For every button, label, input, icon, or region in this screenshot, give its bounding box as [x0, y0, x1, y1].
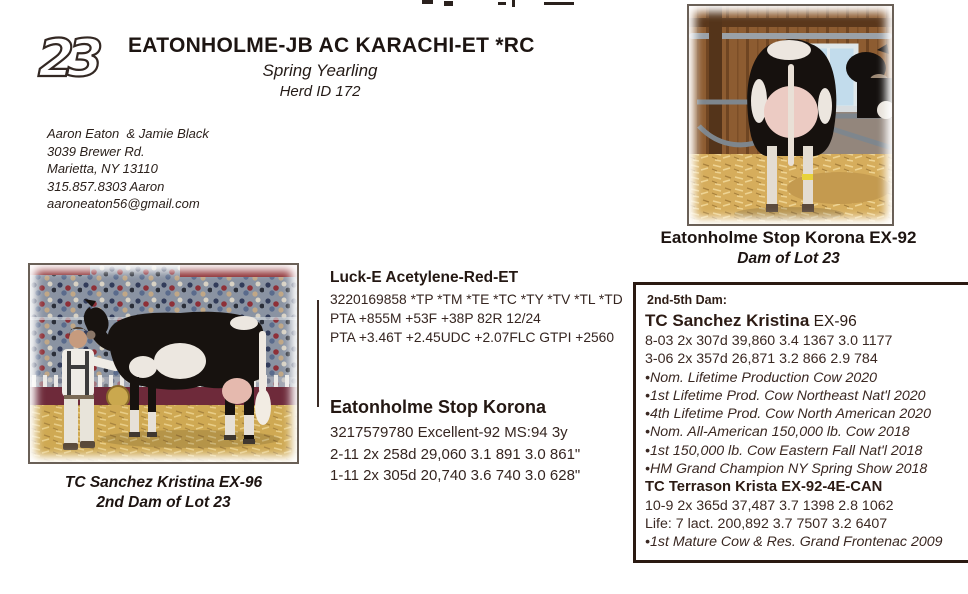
dam-photo-caption: [597, 228, 968, 268]
consignor-block: [47, 125, 209, 213]
sire-block: [330, 269, 630, 347]
consignor-city: Marietta, NY 13110: [47, 161, 158, 176]
dam-name: Eatonholme Stop Korona: [330, 397, 546, 417]
lot-number: [34, 28, 134, 93]
second-dam-photo: [28, 263, 299, 464]
maternal-record-line: Life: 7 lact. 200,892 3.7 7507 3.2 6407: [645, 516, 888, 533]
consignor-street: 3039 Brewer Rd.: [47, 143, 145, 159]
maternal-entry-1: [645, 311, 961, 478]
maternal-entry-2: [645, 478, 961, 551]
second-dam-photo-illustration: [30, 265, 297, 462]
maternal-award-line: •1st 150,000 lb. Cow Eastern Fall Nat'l 2018: [645, 442, 923, 459]
dam-record-2: 1-11 2x 305d 20,740 3.6 740 3.0 628": [330, 467, 581, 484]
maternal-award-line: •Nom. Lifetime Production Cow 2020: [645, 369, 878, 386]
sire-registration-line: 3220169858 *TP *TM *TE *TC *TY *TV *TL *TD: [330, 292, 623, 307]
dam-record-1: 2-11 2x 258d 29,060 3.1 891 3.0 861": [330, 445, 581, 463]
dam-photo: [687, 4, 894, 226]
sire-pta-line-1: PTA +855M +53F +38P 82R 12/24: [330, 311, 541, 326]
lot-class: Spring Yearling: [262, 61, 378, 80]
lot-name: EATONHOLME-JB AC KARACHI-ET *RC: [128, 34, 535, 57]
lot-number-outline-digits: [34, 28, 134, 88]
pedigree-connector-line: [317, 300, 319, 407]
maternal-record-line: 10-9 2x 365d 37,487 3.7 1398 2.8 1062: [645, 497, 894, 514]
sire-pta-line-2: PTA +3.46T +2.45UDC +2.07FLC GTPI +2560: [330, 330, 615, 345]
maternal-award-line: •1st Mature Cow & Res. Grand Frontenac 2009: [645, 534, 943, 551]
maternal-award-line: •Nom. All-American 150,000 lb. Cow 2018: [645, 424, 910, 441]
consignor-name: Aaron Eaton & Jamie Black: [47, 126, 209, 141]
dam-photo-illustration: [689, 6, 892, 224]
second-dam-caption-name: TC Sanchez Kristina EX-96: [64, 474, 263, 491]
lot-header: [128, 34, 535, 100]
consignor-phone: 315.857.8303 Aaron: [47, 178, 165, 194]
dam-block: [330, 397, 630, 487]
maternal-award-line: •1st Lifetime Prod. Cow Northeast Nat'l 2020: [645, 387, 926, 404]
maternal-entry-1-name: TC Sanchez Kristina EX-96: [645, 311, 857, 330]
svg-text:23: 23: [38, 29, 97, 88]
second-dam-caption-relation: 2nd Dam of Lot 23: [96, 494, 231, 511]
page-edge-text-fragment: [418, 0, 583, 8]
maternal-record-line: 3-06 2x 357d 26,871 3.2 866 2.9 784: [645, 351, 878, 368]
maternal-line-box: [633, 282, 968, 563]
maternal-award-line: •4th Lifetime Prod. Cow North American 2020: [645, 406, 931, 423]
dam-registration-line: 3217579780 Excellent-92 MS:94 3y: [330, 424, 568, 441]
second-dam-photo-caption: [22, 472, 305, 512]
lot-herd-id: Herd ID 172: [279, 83, 361, 100]
dam-caption-relation: Dam of Lot 23: [737, 250, 840, 267]
pedigree-section: [330, 269, 630, 487]
maternal-award-line: •HM Grand Champion NY Spring Show 2018: [645, 461, 928, 478]
sire-name: Luck-E Acetylene-Red-ET: [330, 269, 519, 286]
consignor-email: aaroneaton56@gmail.com: [47, 196, 200, 211]
maternal-record-line: 8-03 2x 307d 39,860 3.4 1367 3.0 1177: [645, 333, 893, 349]
maternal-box-heading: 2nd-5th Dam:: [647, 293, 727, 307]
dam-caption-name: Eatonholme Stop Korona EX-92: [660, 228, 917, 247]
maternal-entry-1-score: EX-96: [809, 313, 857, 330]
maternal-entry-2-name: TC Terrason Krista EX-92-4E-CAN: [645, 479, 883, 496]
